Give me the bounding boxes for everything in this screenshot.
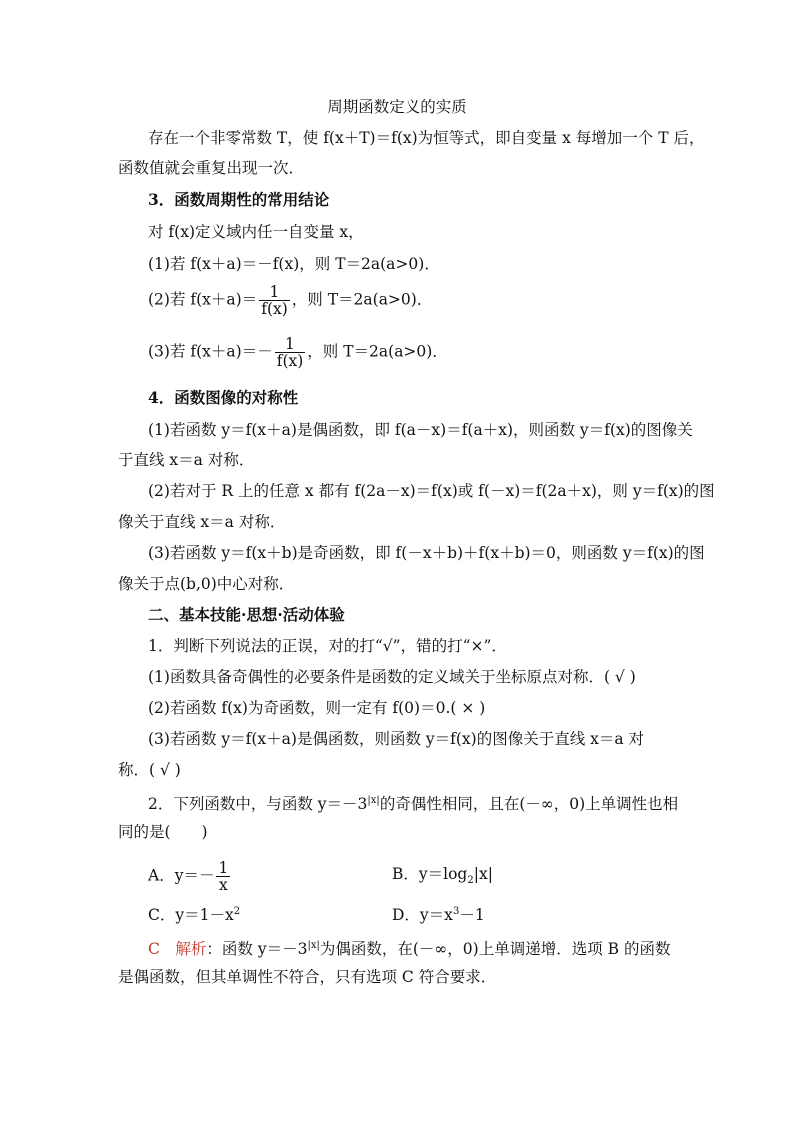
- formula-text: ，则 T＝2a(a>0)．: [291, 290, 433, 309]
- question-1-item: 称．( √ ): [118, 761, 181, 779]
- option-b: [392, 864, 493, 891]
- option-d: [392, 902, 485, 925]
- symmetry-2-line: (2)若对于 R 上的任意 x 都有 f(2a－x)＝f(x)或 f(－x)＝f(2a＋x)，则 y＝f(x)的图: [148, 482, 715, 500]
- option-text: D．y＝x: [392, 906, 453, 925]
- explanation-text: 为偶函数，在(－∞，0)上单调递增．选项 B 的函数: [319, 940, 671, 959]
- question-2: [148, 791, 708, 814]
- superscript: 3: [452, 906, 460, 917]
- fraction: [216, 860, 230, 893]
- formula-text: (2)若 f(x＋a)＝: [148, 290, 258, 309]
- symmetry-3-line: 像关于点(b,0)中心对称．: [118, 575, 295, 593]
- heading-basic-skills: 二、基本技能·思想·活动体验: [148, 605, 345, 624]
- question-1-item: (1)函数具备奇偶性的必要条件是函数的定义域关于坐标原点对称．( √ ): [148, 668, 636, 686]
- option-text: A．y＝－: [148, 866, 215, 885]
- paragraph-line: 对 f(x)定义域内任一自变量 x，: [148, 223, 364, 241]
- paragraph-line: 函数值就会重复出现一次．: [118, 159, 305, 177]
- conclusion-2: [148, 284, 708, 317]
- fraction-denominator: x: [219, 876, 228, 894]
- question-text: 2．下列函数中，与函数 y＝－3: [148, 795, 368, 814]
- fraction-numerator: 1: [218, 859, 229, 877]
- option-c: [148, 902, 240, 925]
- fraction-denominator: f(x): [261, 300, 288, 318]
- section-title: 周期函数定义的实质: [327, 98, 467, 116]
- fraction-numerator: 1: [259, 284, 290, 301]
- option-text: －1: [459, 906, 485, 925]
- option-text: C．y＝1－x: [148, 906, 234, 925]
- subscript: 2: [467, 875, 474, 887]
- fraction: [259, 284, 290, 317]
- option-text: B．y＝log: [392, 865, 468, 883]
- question-1-item: (3)若函数 y＝f(x＋a)是偶函数，则函数 y＝f(x)的图像关于直线 x＝a 对: [148, 730, 645, 748]
- symmetry-1-line: 于直线 x＝a 对称．: [118, 451, 255, 469]
- symmetry-2-line: 像关于直线 x＝a 对称．: [118, 513, 286, 531]
- fraction: [275, 336, 306, 369]
- symmetry-1-line: (1)若函数 y＝f(x＋a)是偶函数，即 f(a－x)＝f(a＋x)，则函数 y＝f(x)的图像关: [148, 421, 693, 439]
- question-1: 1．判断下列说法的正误，对的打“√”，错的打“×”．: [148, 637, 507, 655]
- option-a: [148, 860, 232, 893]
- superscript: |x|: [307, 940, 320, 951]
- symmetry-3-line: (3)若函数 y＝f(x＋b)是奇函数，即 f(－x＋b)＋f(x＋b)＝0，则函数 y＝f(x)的图: [148, 544, 705, 562]
- question-text: 的奇偶性相同，且在(－∞，0)上单调性也相: [379, 795, 679, 814]
- heading-periodic-conclusions: 3．函数周期性的常用结论: [148, 190, 330, 209]
- conclusion-1: (1)若 f(x＋a)＝－f(x)，则 T＝2a(a>0)．: [148, 255, 440, 273]
- heading-symmetry: 4．函数图像的对称性: [148, 388, 299, 407]
- fraction-denominator: f(x): [276, 352, 304, 370]
- option-text: |x|: [473, 865, 493, 883]
- explanation-line: [148, 936, 708, 959]
- conclusion-3: [148, 336, 708, 369]
- formula-text: (3)若 f(x＋a)＝－: [148, 342, 273, 361]
- explanation-label: 解析: [175, 940, 207, 959]
- question-1-item: (2)若函数 f(x)为奇函数，则一定有 f(0)＝0.( × ): [148, 699, 486, 717]
- answer-letter: C: [148, 940, 160, 959]
- superscript: |x|: [367, 795, 380, 806]
- paragraph-line: 存在一个非零常数 T，使 f(x＋T)＝f(x)为恒等式，即自变量 x 每增加一个 T 后，: [148, 129, 705, 147]
- fraction-numerator: 1: [275, 336, 306, 353]
- formula-text: ，则 T＝2a(a>0)．: [307, 342, 448, 361]
- explanation-text: ：函数 y＝－3: [206, 940, 308, 959]
- superscript: 2: [233, 906, 241, 917]
- explanation-line: 是偶函数，但其单调性不符合，只有选项 C 符合要求．: [118, 968, 497, 986]
- question-2-line: 同的是( ): [118, 823, 208, 841]
